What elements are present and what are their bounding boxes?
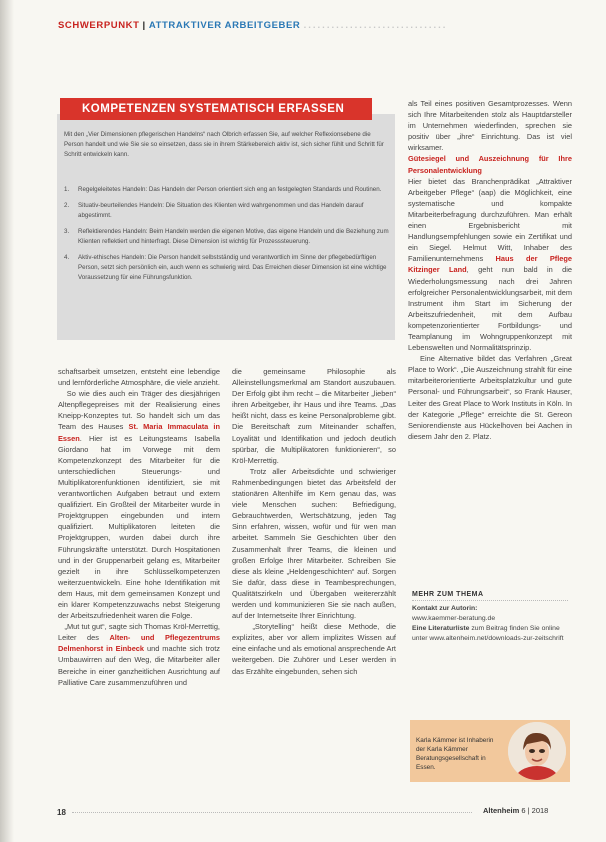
section-label: SCHWERPUNKT [58,20,140,31]
list-item: 4. Aktiv-ethisches Handeln: Die Person handelt selbstständig und verantwortlich im Sinne der pflegebedürftigen Person, setzt sich persönlich ein, auch wenn es schwierig wird. Das Erreichen dieser Dimension ist eine wichtige Voraussetzung für eine Führungsfunktion. [64,254,387,281]
paragraph: Trotz aller Arbeitsdichte und schwieriger Rahmenbedingungen bietet das Arbeitsfeld der stationären Altenhilfe im Kern genau das, was viele Menschen suchen: Befriedigung, Gebrauchtwerden, Wertschätzung, jeden Tag Sinn erfahren, wissen, wofür und für wen man arbeitet. Sammeln Sie Geschichten über den Zusammenhalt Ihrer Teams, die kleinen und großen Erfolge Ihrer Mitarbeiter. Schreiben Sie diese als kleine „Heldengeschichten“ auf. Sorgen Sie dafür, dass diese in Teambesprechungen, Qualitätszirkeln und Übergaben weitererzählt werden und kommunizieren Sie sie nach außen, auf der Internetseite Ihrer Einrichtung. [232,466,396,621]
highlight: Haus der Pflege Kitzinger Land [408,254,572,275]
text-column-3 [408,98,572,442]
paragraph: als Teil eines positiven Gesamtprozesses. Wenn sich Ihre Mitarbeitenden stolz als Hauptdarsteller im Unternehmen wiederfinden, sprechen sie positiv über „ihre“ Einrichtung. Das ist viel wirksamer. [408,99,572,153]
page-shadow [0,0,14,842]
highlight: Alten- und Pflegezentrums Delmenhorst in Einbeck [58,633,220,654]
subsection-label: ATTRAKTIVER ARBEITGEBER [148,20,301,31]
contact-link[interactable]: www.kaemmer-beratung.de [412,615,496,622]
literature-text: Eine Literaturliste zum Beitrag finden Sie online unter www.altenheim.net/downloads-zur-zeitschrift [412,625,564,642]
infobox-list [64,185,390,289]
paragraph: So wie dies auch ein Träger des diesjährigen Altenpflegepreises mit der Realisierung eines Kneipp-Konzeptes tut. So handelt sich um das Team des Hauses St. Maria Immaculata in Essen. Hier ist es Leitungsteams Isabella Giordano hat im Vorwege mit dem Kompetenzkonzept des Mitarbeiter für die unterschiedlichen Steuerungs- und Multiplikatorenfunktionen identifiziert, sie mit verantwortlichen Aufgaben betraut und extern qualifiziert. Ein Großteil der Mitarbeiter wurde in Projektgruppen eingebunden und intern qualifiziert. Multiplikatoren leiteten die Projektgruppen, wurden dabei durch ihre Führungskräfte unterstützt. Durch Hospitationen und in der Gruppenarbeit gelang es, Mitarbeiter gezielt in ihre Schlüsselkompetenzen weiterzuentwickeln. Eine hohe Identifikation mit dem Haus, mit dem gemeinsamen Konzept und ein klarer Kompetenzzuwachs nebst Steigerung der Arbeitszufriedenheit waren die Folge. [58,389,221,621]
more-on-topic-box [412,590,568,644]
subheading: Gütesiegel und Auszeichnung für Ihre Personalentwicklung [408,154,572,175]
divider [412,600,568,601]
paragraph: „Mut tut gut“, sagte sich Thomas Kröl-Merrettig, Leiter des Alten- und Pflegezentrums Delmenhorst in Einbeck und machte sich trotz Umbauwirren auf den Weg, die Mitarbeiter aller Bereiche in einer ganzheitlichen Ausrichtung auf Palliative Care zusammenzuführen und [58,622,220,687]
author-desc: ist Inhaberin der Karla Kämmer Beratungsgesellschaft in Essen. [416,737,494,771]
list-item: 3. Reflektierendes Handeln: Beim Handeln werden die eigenen Motive, das eigene Handeln und die Beziehung zum Klienten reflektiert und hinterfragt. Diese Dimension ist wichtig für Prozesssteuerung. [64,228,389,245]
section-separator: | [142,20,146,31]
text-column-2 [232,366,396,677]
paragraph: die gemeinsame Philosophie als Alleinstellungsmerkmal am Standort auszubauen. Der Erfolg gibt ihm recht – die Mitarbeiter „lieben“ ihren Arbeitgeber, ihr Haus und ihre Teams. „Das heißt nicht, dass es keine Personalprobleme gibt. Die Bereitschaft zum Miteinander schaffen, Loyalität und Identifikation und jedoch deutlich spürbar, die Multiplikatoren funktionieren“, so Kröl-Merrettig. [232,367,396,465]
author-text [416,736,500,772]
infobox-intro: Mit den „Vier Dimensionen pflegerischen Handelns“ nach Olbrich erfassen Sie, auf welcher Reflexionsebene die Person handelt und wie Sie sie so einsetzen, dass sie in ihrem Stärkebereich aktiv ist, sich sicher fühlt und Schritt für Schritt entwickeln kann. [64,131,384,158]
header-dots: ............................... [303,20,448,31]
author-name: Karla Kämmer [416,737,457,744]
more-on-topic-title: MEHR ZUM THEMA [412,591,484,598]
author-photo [508,722,566,780]
contact-label: Kontakt zur Autorin: [412,605,478,612]
section-header [58,20,447,31]
literature-link[interactable]: www.altenheim.net/downloads-zur-zeitschrift [429,635,564,642]
footer-divider [72,812,472,813]
paragraph: Hier bietet das Branchenprädikat „Attraktiver Arbeitgeber Pflege“ (aap) die Möglichkeit, eine systematische und kompakte Mitarbeiterbefragung durchzuführen. Man erhält einen Ergebnisbericht mit Handlungsempfehlungen sowie ein Zertifikat und ein Siegel. Helmut Witt, Inhaber des Familienunternehmens Haus der Pflege Kitzinger Land, geht nun bald in die Wiederholungsmessung nach drei Jahren erfolgreicher Personalentwicklungsarbeit, mit dem Instrument ihm Start im Sicherung der Arbeitszufriedenheit, mit dem Aufbau kompetenzorientierter Fortbildungs- und Teamplanung im Wohngruppenkonzept mit Lebenswelten und Normalitätsprinzip. [408,176,573,353]
paragraph: „Storytelling“ heißt diese Methode, die explizites, aber vor allem implizites Wissen auf eine einfache und als emotional ansprechende Art weitergeben. Die Zuhörer und Leser werden in das Erzählte eingebunden, sehen sich [232,622,396,676]
text-column-1 [58,366,220,688]
infobox-title: KOMPETENZEN SYSTEMATISCH ERFASSEN [60,98,372,120]
footer-magazine: Altenheim 6 | 2018 [483,806,549,815]
paragraph: schaftsarbeit umsetzen, entsteht eine lebendige und lernförderliche Atmosphäre, die viele anzieht. [58,367,220,388]
list-item: 1. Regelgeleitetes Handeln: Das Handeln der Person orientiert sich eng an festgelegten Standards und Routinen. [64,186,382,193]
list-item: 2. Situativ-beurteilendes Handeln: Die Situation des Klienten wird wahrgenommen und das Handeln darauf abgestimmt. [64,202,364,219]
paragraph: Eine Alternative bildet das Verfahren „Great Place to Work“. „Die Auszeichnung strahlt für eine mitarbeiterorientierte Arbeitsplatzkultur und gute Personal- und Führungsarbeit“, so Frank Hauser, Leiter des Great Place to Work Instituts in Köln. In der Kategorie „Pflege“ erreichte die St. Gereon Seniorendienste aus Hückelhoven bei Aachen in diesem Jahr den 2. Platz. [408,354,572,441]
page-number: 18 [57,808,66,817]
highlight: St. Maria Immaculata in Essen [58,422,221,443]
